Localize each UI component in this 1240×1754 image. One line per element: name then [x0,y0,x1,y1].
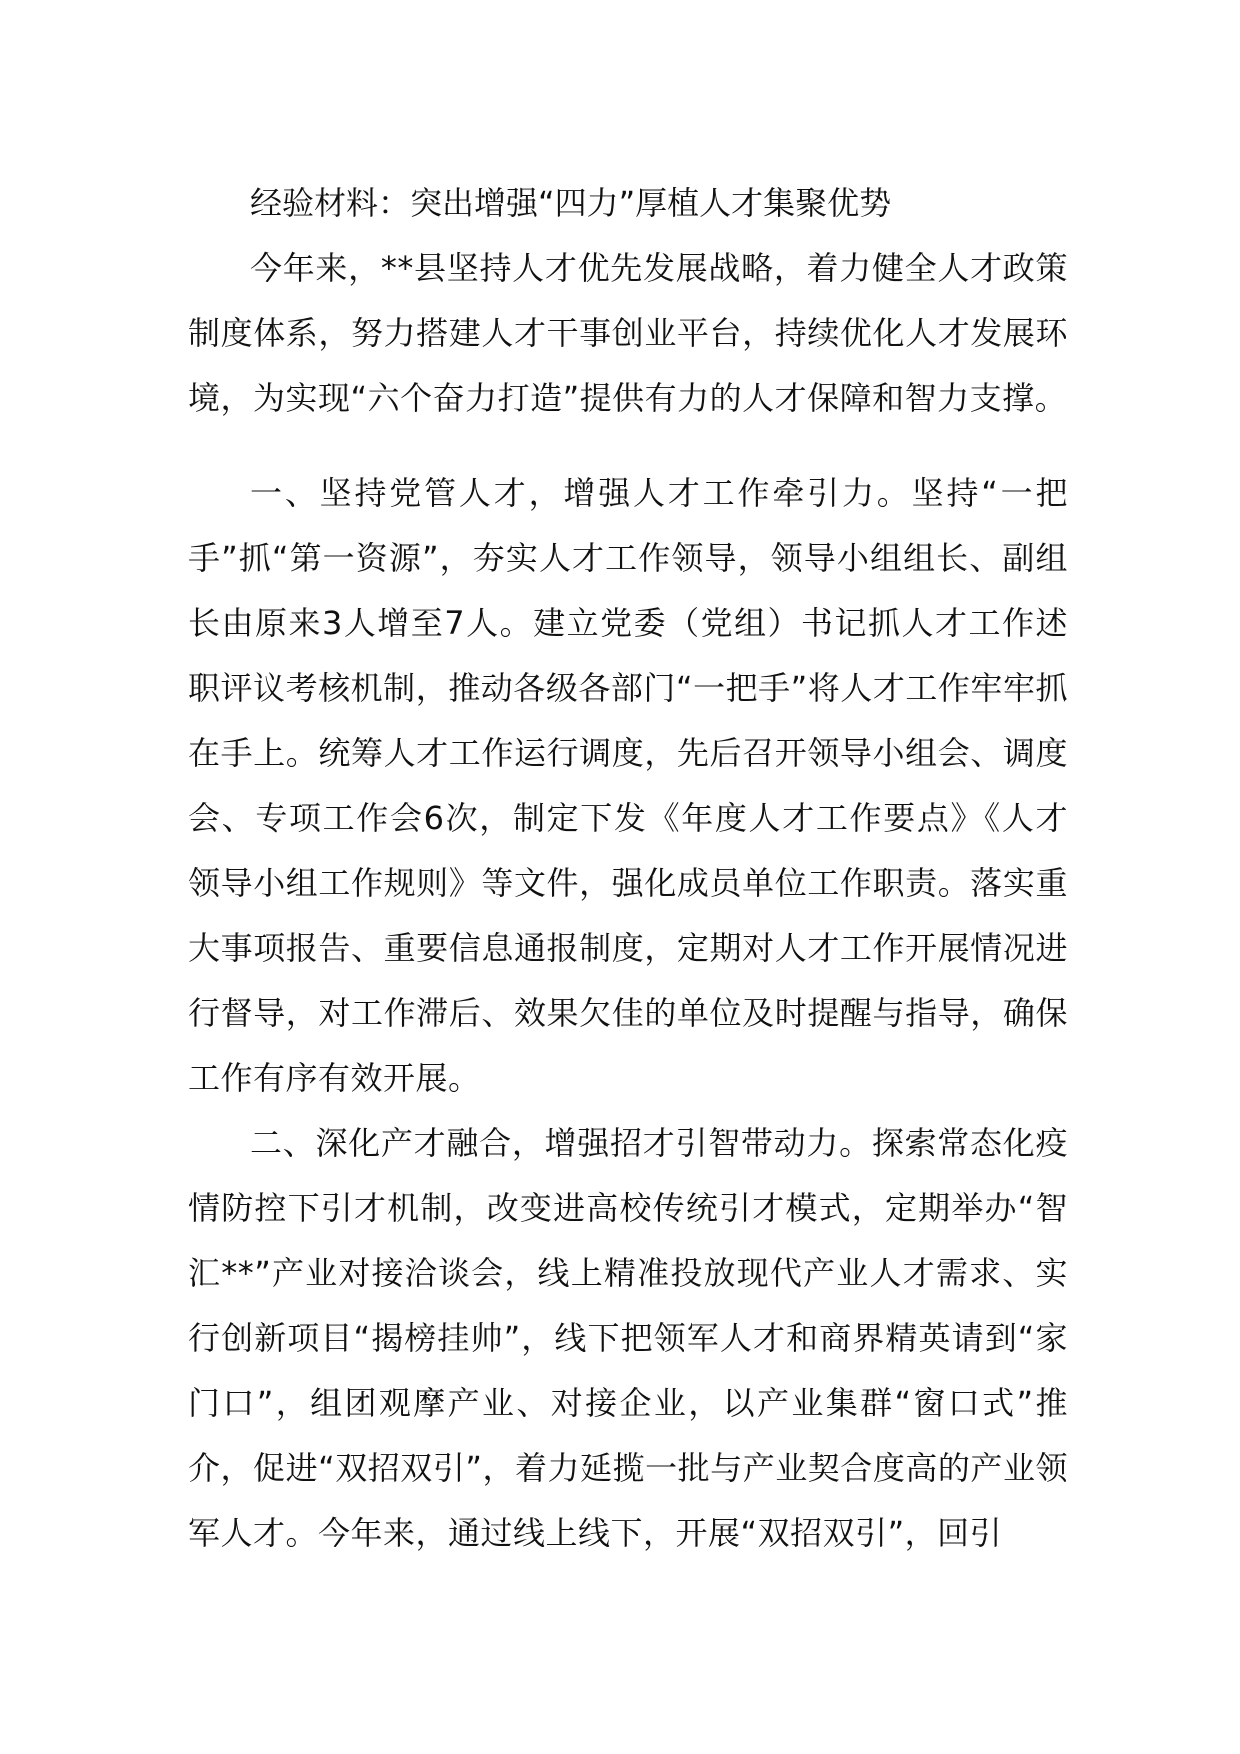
paragraph-spacer [188,431,1068,461]
document-title: 经验材料：突出增强“四力”厚植人才集聚优势 [250,184,892,222]
section-one-paragraph: 一、坚持党管人才，增强人才工作牵引力。坚持“一把手”抓“第一资源”，夯实人才工作领导，领导小组组长、副组长由原来3人增至7人。建立党委（党组）书记抓人才工作述职评议考核机制，推动各级各部门“一把手”将人才工作牢牢抓在手上。统筹人才工作运行调度，先后召开领导小组会、调度会、专项工作会6次，制定下发《年度人才工作要点》《人才领导小组工作规则》等文件，强化成员单位工作职责。落实重大事项报告、重要信息通报制度，定期对人才工作开展情况进行督导，对工作滞后、效果欠佳的单位及时提醒与指导，确保工作有序有效开展。 [188,474,1068,1097]
intro-paragraph: 今年来，**县坚持人才优先发展战略，着力健全人才政策制度体系，努力搭建人才干事创业平台，持续优化人才发展环境，为实现“六个奋力打造”提供有力的人才保障和智力支撑。 [188,249,1068,417]
document-body [188,170,1068,1566]
section-two-paragraph: 二、深化产才融合，增强招才引智带动力。探索常态化疫情防控下引才机制，改变进高校传统引才模式，定期举办“智汇**”产业对接洽谈会，线上精准投放现代产业人才需求、实行创新项目“揭榜挂帅”，线下把领军人才和商界精英请到“家门口”，组团观摩产业、对接企业，以产业集群“窗口式”推介，促进“双招双引”，着力延揽一批与产业契合度高的产业领军人才。今年来，通过线上线下，开展“双招双引”，回引 [188,1124,1068,1552]
